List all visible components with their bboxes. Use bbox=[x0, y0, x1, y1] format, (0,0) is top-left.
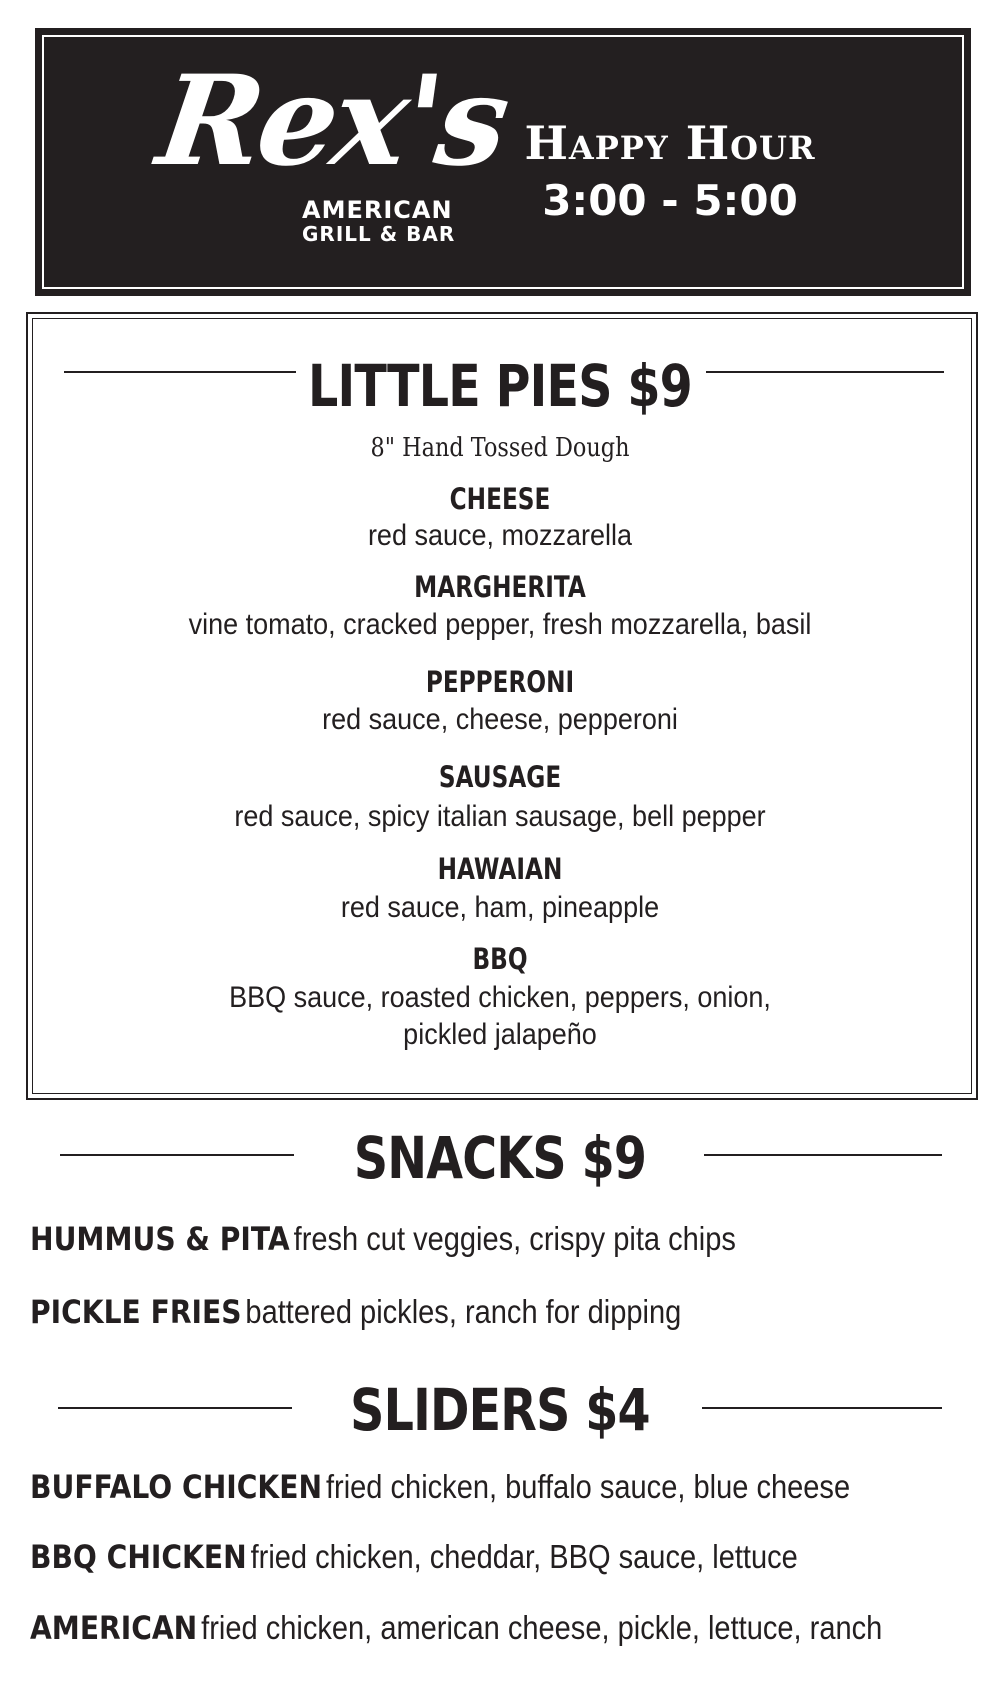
logo-subtitle-line2: GRILL & BAR bbox=[302, 222, 456, 246]
pie-name-cheese: CHEESE bbox=[449, 482, 551, 516]
pie-name-pepperoni: PEPPERONI bbox=[425, 665, 575, 699]
snack-name: HUMMUS & PITA bbox=[30, 1220, 290, 1258]
snack-name: PICKLE FRIES bbox=[30, 1293, 242, 1331]
pie-name-bbq: BBQ bbox=[472, 942, 528, 976]
snack-desc: fresh cut veggies, crispy pita chips bbox=[293, 1220, 736, 1257]
happy-hour-time: 3:00 - 5:00 bbox=[542, 176, 798, 225]
little-pies-subtitle: 8" Hand Tossed Dough bbox=[370, 433, 630, 463]
snacks-title: SNACKS $9 bbox=[353, 1124, 647, 1192]
logo-subtitle-line1: AMERICAN bbox=[302, 196, 453, 224]
sliders-title: SLIDERS $4 bbox=[350, 1376, 650, 1444]
slider-desc: fried chicken, american cheese, pickle, lettuce, ranch bbox=[201, 1609, 883, 1646]
pie-desc-pepperoni: red sauce, cheese, pepperoni bbox=[322, 703, 678, 736]
little-pies-title: LITTLE PIES $9 bbox=[308, 352, 692, 420]
snack-desc: battered pickles, ranch for dipping bbox=[245, 1293, 682, 1330]
pie-name-margherita: MARGHERITA bbox=[414, 570, 586, 604]
pie-desc-bbq-line2: pickled jalapeño bbox=[403, 1018, 597, 1051]
slider-item bbox=[30, 1607, 883, 1656]
logo-script: Rex's bbox=[149, 49, 514, 194]
slider-name: BUFFALO CHICKEN bbox=[30, 1468, 323, 1506]
pie-desc-margherita: vine tomato, cracked pepper, fresh mozzarella, basil bbox=[188, 608, 812, 641]
happy-hour-title: Happy Hour bbox=[524, 116, 816, 170]
slider-desc: fried chicken, cheddar, BBQ sauce, lettuce bbox=[250, 1538, 798, 1575]
pie-desc-hawaian: red sauce, ham, pineapple bbox=[340, 891, 660, 924]
pie-name-hawaian: HAWAIAN bbox=[437, 852, 563, 886]
slider-name: AMERICAN bbox=[30, 1609, 198, 1647]
slider-item bbox=[30, 1466, 875, 1515]
pie-desc-sausage: red sauce, spicy italian sausage, bell pepper bbox=[234, 800, 766, 833]
slider-name: BBQ CHICKEN bbox=[30, 1538, 247, 1576]
slider-desc: fried chicken, buffalo sauce, blue cheese bbox=[325, 1468, 851, 1505]
pie-desc-cheese: red sauce, mozzarella bbox=[367, 519, 633, 552]
pie-desc-bbq: BBQ sauce, roasted chicken, peppers, onion, bbox=[229, 981, 771, 1014]
slider-item bbox=[30, 1536, 875, 1585]
snack-item bbox=[30, 1291, 875, 1340]
snack-item bbox=[30, 1218, 875, 1267]
pie-name-sausage: SAUSAGE bbox=[438, 760, 562, 794]
